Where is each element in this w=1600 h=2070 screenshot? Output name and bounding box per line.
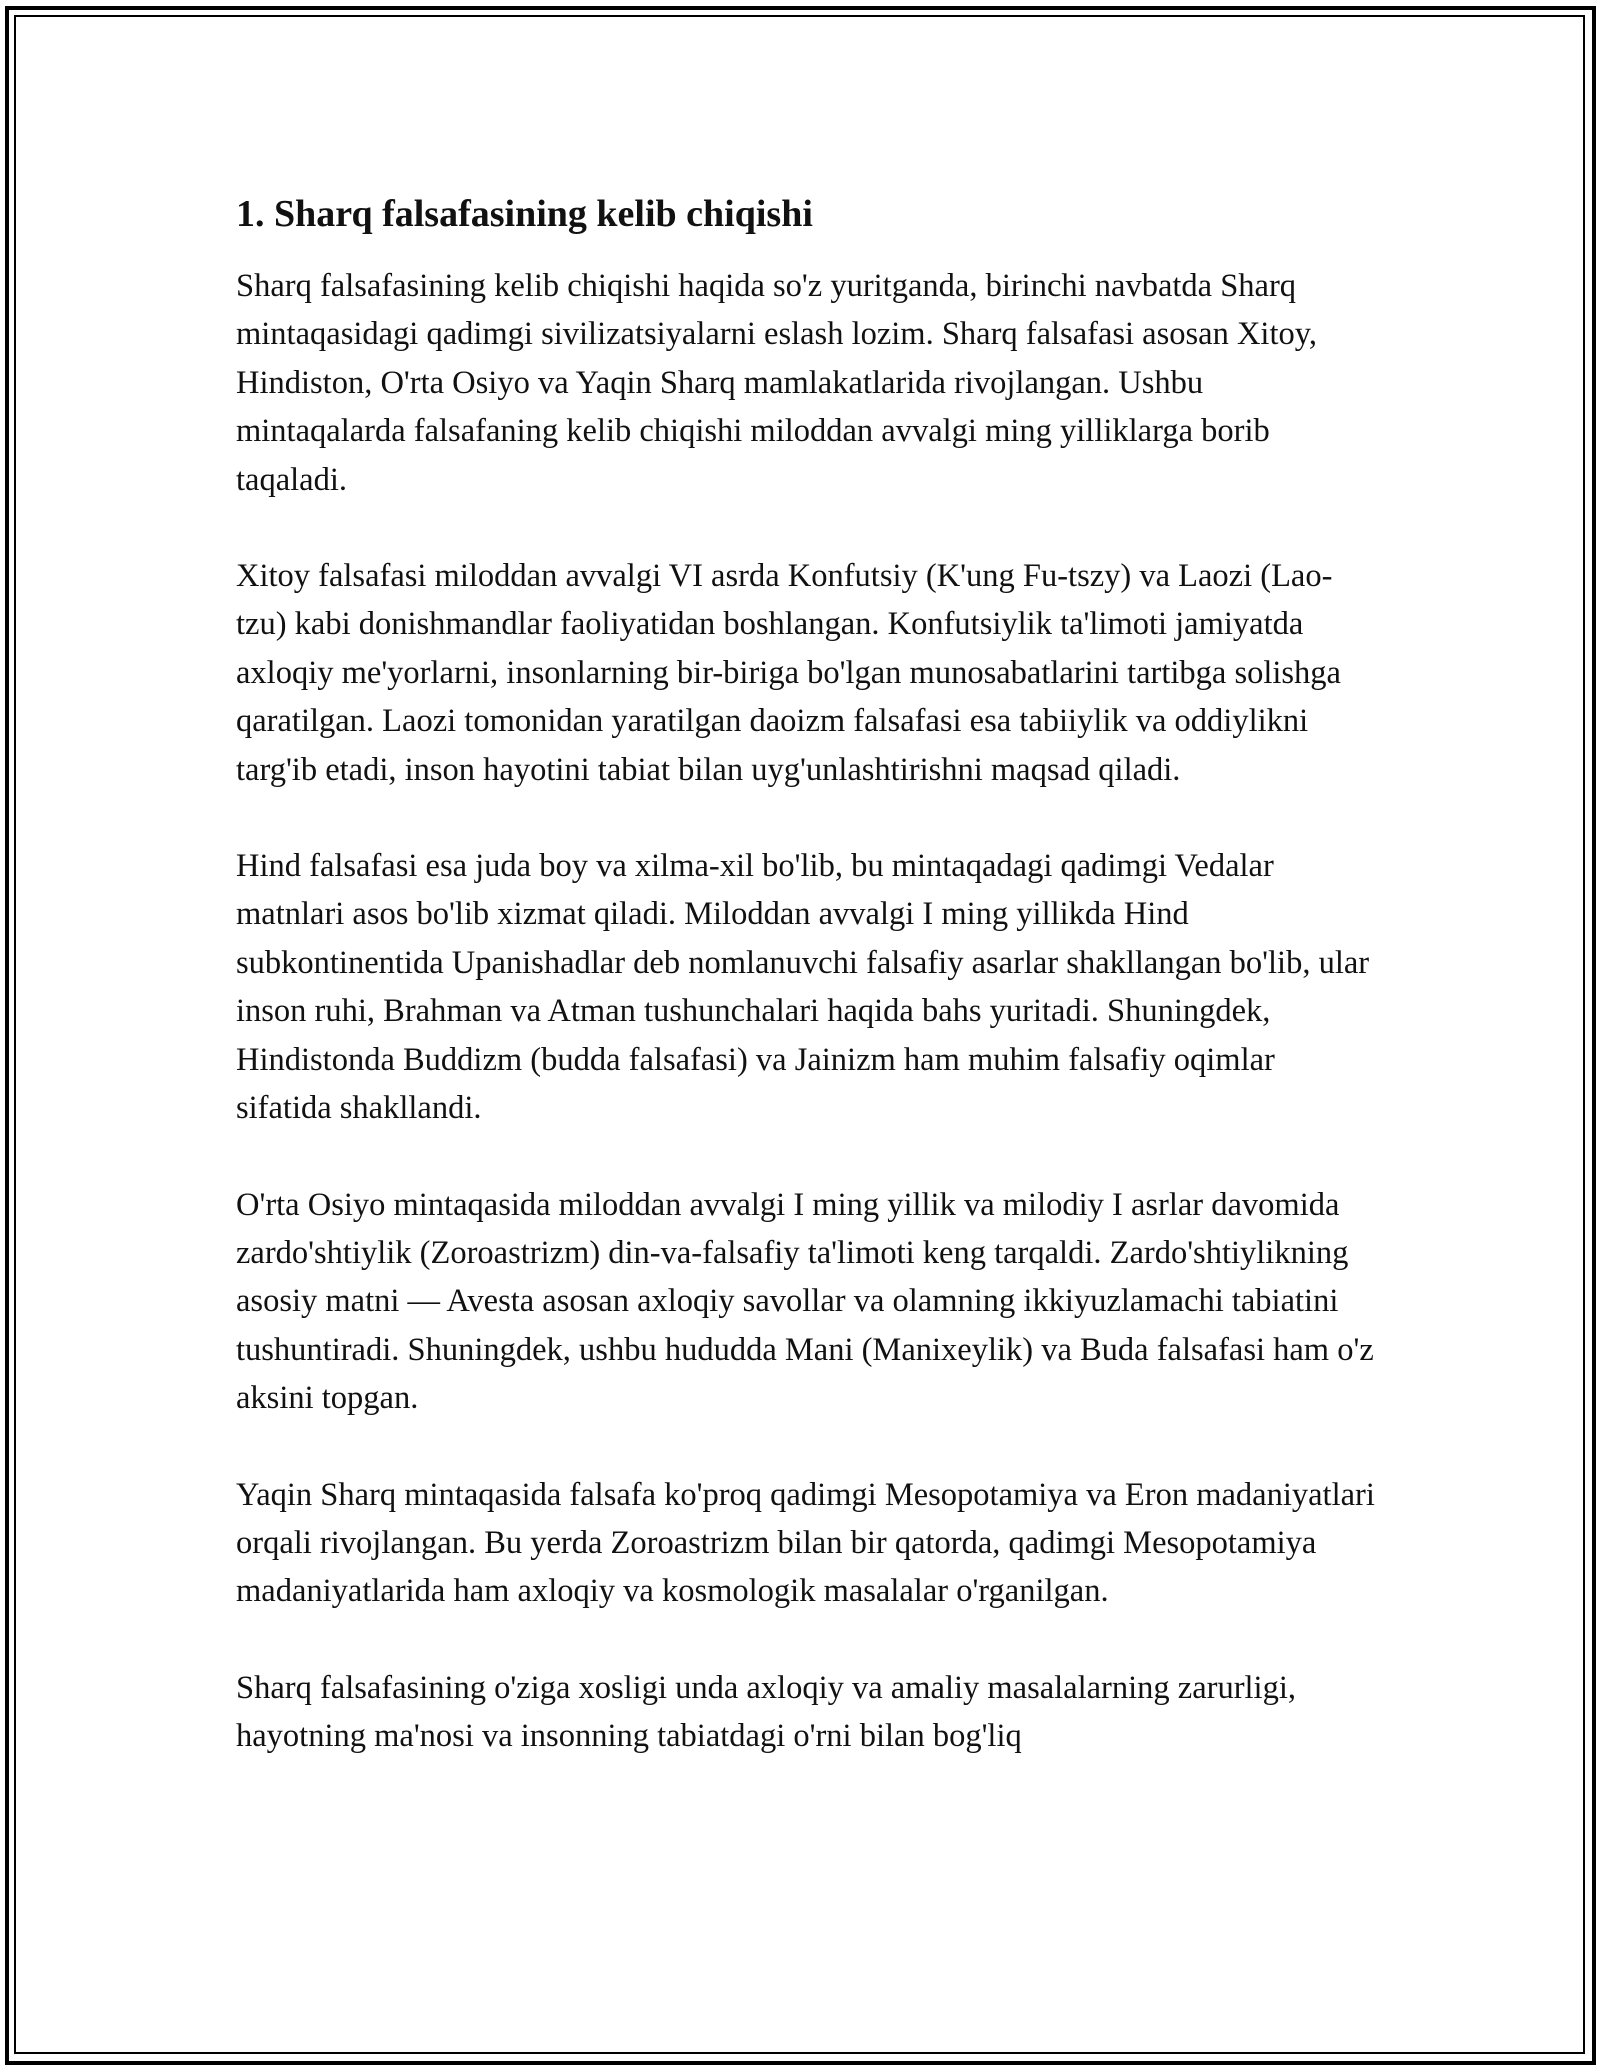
section-heading: 1. Sharq falsafasining kelib chiqishi: [236, 193, 813, 235]
document-body: [236, 186, 1376, 1809]
paragraph-origins: Sharq falsafasining kelib chiqishi haqida so'z yuritganda, birinchi navbatda Sharq mintaqasidagi qadimgi sivilizatsiyalarni eslash lozim. Sharq falsafasi asosan Xitoy, Hindiston, O'rta Osiyo va Yaqin Sharq mamlakatlarida rivojlangan. Ushbu mintaqalarda falsafaning kelib chiqishi miloddan avvalgi ming yilliklarga borib taqaladi.: [236, 268, 1317, 498]
paragraph-central-asia: O'rta Osiyo mintaqasida miloddan avvalgi I ming yillik va milodiy I asrlar davomida zardo'shtiylik (Zoroastrizm) din-va-falsafiy ta'limoti keng tarqaldi. Zardo'shtiylikning asosiy matni — Avesta asosan axloqiy savollar va olamning ikkiyuzlamachi tabiatini tushuntiradi. Shuningdek, ushbu hududda Mani (Manixeylik) va Buda falsafasi ham o'z aksini topgan.: [236, 1186, 1374, 1417]
paragraph-indian-philosophy: Hind falsafasi esa juda boy va xilma-xil bo'lib, bu mintaqadagi qadimgi Vedalar matnlari asos bo'lib xizmat qiladi. Miloddan avvalgi I ming yillikda Hind subkontinentida Upanishadlar deb nomlanuvchi falsafiy asarlar shakllangan bo'lib, ular inson ruhi, Brahman va Atman tushunchalari haqida bahs yuritadi. Shuningdek, Hindistonda Buddizm (budda falsafasi) va Jainizm ham muhim falsafiy oqimlar sifatida shakllandi.: [236, 848, 1370, 1127]
paragraph-near-east: Yaqin Sharq mintaqasida falsafa ko'proq qadimgi Mesopotamiya va Eron madaniyatlari orqali rivojlangan. Bu yerda Zoroastrizm bilan bir qatorda, qadimgi Mesopotamiya madaniyatlarida ham axloqiy va kosmologik masalalar o'rganilgan.: [236, 1476, 1375, 1610]
paragraph-chinese-philosophy: Xitoy falsafasi miloddan avvalgi VI asrda Konfutsiy (K'ung Fu-tszy) va Laozi (Lao-tzu) kabi donishmandlar faoliyatidan boshlangan. Konfutsiylik ta'limoti jamiyatda axloqiy me'yorlarni, insonlarning bir-biriga bo'lgan munosabatlarini tartibga solishga qaratilgan. Laozi tomonidan yaratilgan daoizm falsafasi esa tabiiylik va oddiylikni targ'ib etadi, inson hayotini tabiat bilan uyg'unlashtirishni maqsad qiladi.: [236, 558, 1341, 788]
paragraph-eastern-features: Sharq falsafasining o'ziga xosligi unda axloqiy va amaliy masalalarning zarurligi, hayotning ma'nosi va insonning tabiatdagi o'rni bilan bog'liq: [236, 1669, 1296, 1755]
